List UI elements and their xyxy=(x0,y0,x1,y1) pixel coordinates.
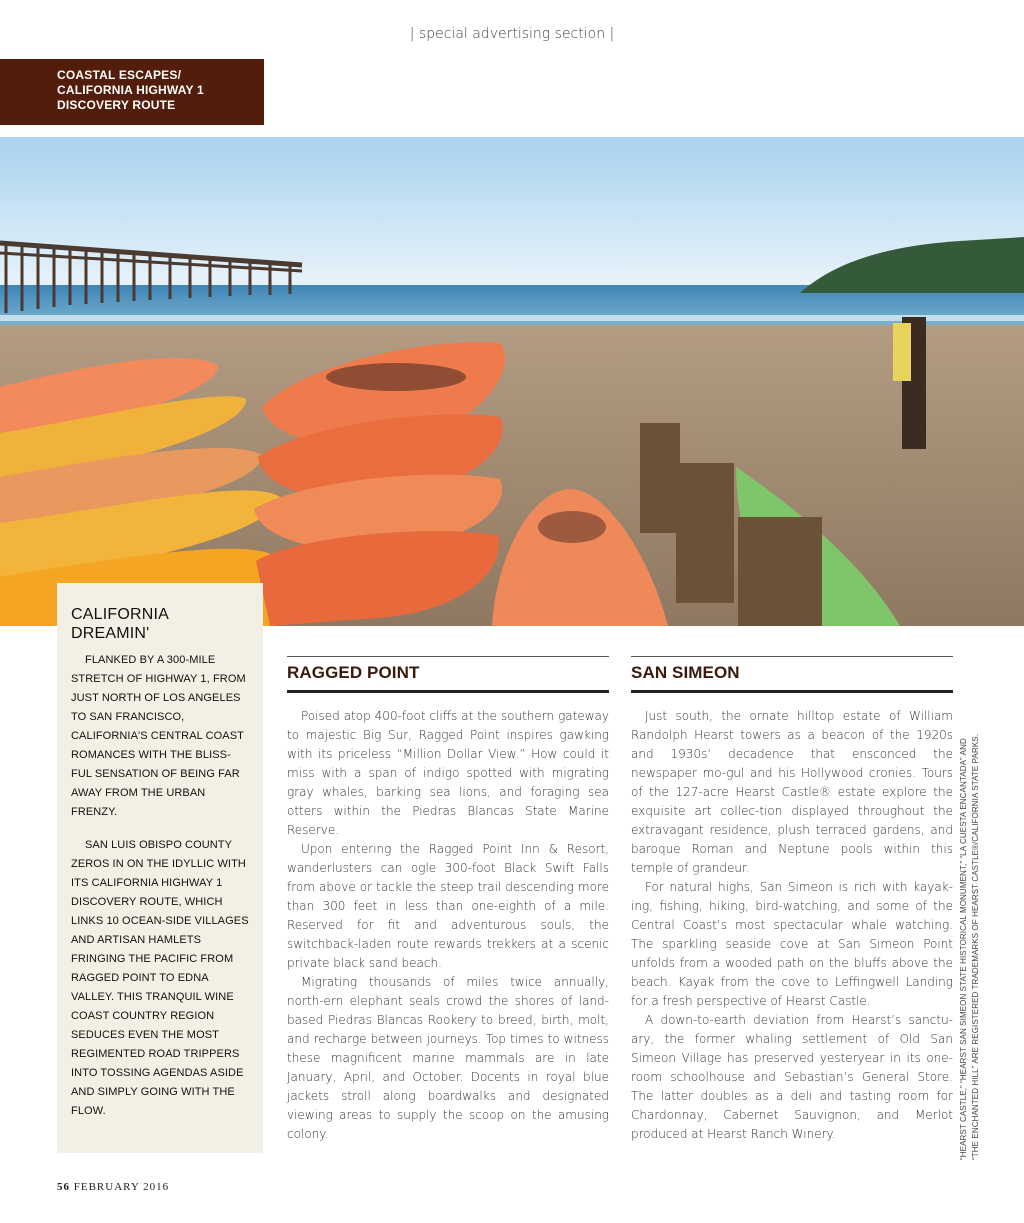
column-top-rule xyxy=(287,656,609,657)
article-column-san-simeon xyxy=(631,656,953,1144)
issue-date: FEBRUARY 2016 xyxy=(73,1181,170,1193)
credit-line: “HEARST CASTLE,” “HEARST SAN SIMEON STATE HISTORICAL MONUMENT,” “LA CUESTA ENCANTADA” AND xyxy=(959,738,968,1160)
article-paragraph: A down-to-earth deviation from Hearst’s sanctu-ary, the former whaling settlement of Old San Simeon Village has preserved yesteryear in its one-room schoolhouse and Sebastian’s General Store. The latter doubles as a deli and tasting room for Chardonnay, Cabernet Sauvignon, and Merlot produced at Hearst Ranch Winery. xyxy=(631,1013,953,1141)
beach-kayak-illustration xyxy=(0,137,1024,626)
section-label-line: CALIFORNIA HIGHWAY 1 xyxy=(57,83,204,97)
article-column-ragged-point xyxy=(287,656,609,1144)
article-paragraph: Poised atop 400-foot cliffs at the southern gateway to majestic Big Sur, Ragged Point inspires gawking with its priceless “Million Dollar View.” How could it miss with a span of indigo spotted with migrating gray whales, barking sea lions, and foraging sea otters within the Piedras Blancas State Marine Reserve. xyxy=(287,709,609,837)
column-heading: SAN SIMEON xyxy=(631,663,740,682)
hero-photo-kayaks-beach xyxy=(0,137,1024,626)
column-body xyxy=(631,707,953,1144)
page-number: 56 xyxy=(57,1181,70,1193)
column-heading-rule xyxy=(631,690,953,693)
column-top-rule xyxy=(631,656,953,657)
sidebar-california-dreamin xyxy=(57,583,263,1153)
article-paragraph: Migrating thousands of miles twice annually, north-ern elephant seals crowd the shores of land-based Piedras Blancas Rookery to breed, birth, molt, and recharge between journeys. Top times to witness these magnificent marine mammals are in late January, April, and October. Docents in royal blue jackets stroll along boardwalks and designated viewing areas to supply the scoop on the amusing colony. xyxy=(287,975,609,1141)
column-heading-rule xyxy=(287,690,609,693)
article-paragraph: Just south, the ornate hilltop estate of William Randolph Hearst towers as a beacon of the 1920s and 1930s’ decadence that ensconced the newspaper mo-gul and his Hollywood cronies. Tours of the 127-acre Hearst Castle® estate explore the exquisite art collec-tion displayed throughout the extravagant residence, plush terraced gardens, and baroque Roman and Neptune pools within this temple of grandeur. xyxy=(631,709,953,875)
section-label-line: COASTAL ESCAPES/ xyxy=(57,68,182,82)
column-heading: RAGGED POINT xyxy=(287,663,420,682)
beach-sign xyxy=(893,323,911,381)
article-paragraph: Upon entering the Ragged Point Inn & Resort, wanderlusters can ogle 300-foot Black Swift Falls from above or tackle the steep trail descending more than 300 feet in less than one-eighth of a mile. Reserved for fit and adventurous souls, the switchback-laden route rewards trekkers at a scenic private black sand beach. xyxy=(287,842,609,970)
trademark-credit xyxy=(958,720,982,1160)
surf-line xyxy=(0,315,1024,321)
page-footer xyxy=(57,1181,169,1193)
section-label-line: DISCOVERY ROUTE xyxy=(57,98,176,112)
sidebar-paragraph: SAN LUIS OBISPO COUNTY ZEROS IN ON THE IDYLLIC WITH ITS CALIFORNIA HIGHWAY 1 DISCOVERY ROUTE, WHICH LINKS 10 OCEAN-SIDE VILLAGES AND ARTISAN HAMLETS FRINGING THE PACIFIC FROM RAGGED POINT TO EDNA VALLEY. THIS TRANQUIL WINE COAST COUNTRY REGION SEDUCES EVEN THE MOST REGIMENTED ROAD TRIPPERS INTO TOSSING AGENDAS ASIDE AND SIMPLY GOING WITH THE FLOW. xyxy=(71,839,249,1117)
section-label-box xyxy=(0,59,264,125)
sidebar-title: CALIFORNIA DREAMIN' xyxy=(71,606,169,642)
column-body xyxy=(287,707,609,1144)
sidebar-paragraph: FLANKED BY A 300-MILE STRETCH OF HIGHWAY 1, FROM JUST NORTH OF LOS ANGELES TO SAN FRANCISCO, CALIFORNIA'S CENTRAL COAST ROMANCES WITH THE BLISS-FUL SENSATION OF BEING FAR AWAY FROM THE URBAN FRENZY. xyxy=(71,654,246,818)
advertising-section-tag: | special advertising section | xyxy=(409,26,615,42)
article-paragraph: For natural highs, San Simeon is rich with kayak-ing, fishing, hiking, bird-watching, and some of the Central Coast’s most spectacular whale watching. The sparkling seaside cove at San Simeon Point unfolds from a wooded path on the bluffs above the beach. Kayak from the cove to Leffingwell Landing for a fresh perspective of Hearst Castle. xyxy=(631,880,953,1008)
credit-line: “THE ENCHANTED HILL” ARE REGISTERED TRADEMARKS OF HEARST CASTLE®/CALIFORNIA STATE PARKS. xyxy=(971,733,980,1160)
